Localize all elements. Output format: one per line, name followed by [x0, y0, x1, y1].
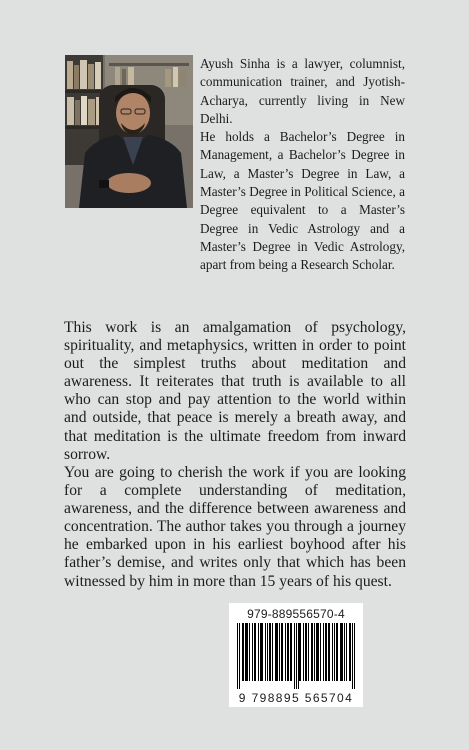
author-bio-degrees: He holds a Bachelor’s Degree in Management, a Bachelor’s Degree in Law, a Master’s Degree in Law, a Master’s Degree in Political Science, a Degree equivalent to a Master’s Degree in Vedic Astrology and a Master’s Degree in Vedic Astrology, apart from being a Research Scholar.: [200, 129, 405, 273]
barcode-bar: [267, 623, 268, 681]
barcode-bar: [316, 623, 317, 681]
barcode-bar: [336, 623, 337, 681]
isbn-barcode: [229, 603, 363, 707]
barcode-bar: [299, 623, 300, 681]
barcode-bar: [272, 623, 273, 681]
barcode-bar: [239, 623, 240, 689]
barcode-bar: [306, 623, 307, 681]
barcode-bar: [303, 623, 304, 681]
barcode-bar: [275, 623, 276, 681]
barcode-bar: [245, 623, 246, 681]
barcode-bar: [342, 623, 343, 681]
barcode-bar: [329, 623, 330, 681]
barcode-bar: [247, 623, 248, 681]
barcode-bar: [285, 623, 286, 681]
barcode-bar: [287, 623, 288, 681]
barcode-bar: [296, 623, 297, 689]
barcode-bar: [318, 623, 319, 681]
barcode-bar: [300, 623, 301, 681]
barcode-bar: [308, 623, 309, 681]
barcode-bar: [281, 623, 282, 681]
barcode-bar: [279, 623, 280, 681]
barcode-bar: [332, 623, 333, 681]
blurb-paragraph-1: This work is an amalgamation of psychology, spirituality, and metaphysics, written in order to point out the simplest truths about meditation and awareness. It reiterates that truth is available to all who can stop and pay attention to the world within and outside, that peace is merely a breath away, and that meditation is the ultimate freedom from inward sorrow.: [64, 319, 406, 463]
barcode-bar: [298, 623, 299, 689]
barcode-bar: [242, 623, 243, 681]
barcode-bar: [288, 623, 289, 681]
barcode-digits: 9 798895 565704: [238, 691, 354, 705]
barcode-bar: [346, 623, 347, 681]
barcode-bar: [323, 623, 324, 681]
barcode-bars: [235, 623, 357, 689]
barcode-bar: [291, 623, 292, 681]
barcode-bar: [350, 623, 351, 681]
barcode-bar: [254, 623, 255, 681]
barcode-bar: [317, 623, 318, 681]
barcode-bar: [282, 623, 283, 681]
barcode-bar: [276, 623, 277, 681]
author-photo: [65, 55, 193, 208]
barcode-bar: [328, 623, 329, 681]
barcode-bar: [311, 623, 312, 681]
barcode-bar: [294, 623, 295, 689]
barcode-bar: [349, 623, 350, 681]
barcode-bar: [334, 623, 335, 681]
barcode-bar: [314, 623, 315, 681]
isbn-label: 979-889556570-4: [247, 607, 345, 621]
barcode-bar: [312, 623, 313, 681]
barcode-bar: [237, 623, 238, 689]
barcode-bar: [344, 623, 345, 681]
barcode-bar: [354, 623, 355, 689]
barcode-bar: [243, 623, 244, 681]
barcode-bar: [337, 623, 338, 681]
barcode-bar: [341, 623, 342, 681]
barcode-bar: [320, 623, 321, 681]
barcode-bar: [252, 623, 253, 681]
barcode-bar: [249, 623, 250, 681]
blurb-paragraph-2: You are going to cherish the work if you are looking for a complete understanding of meditation, awareness, and the difference between awareness and concentration. The author takes you through a journey he embarked upon in his earliest boyhood after his father’s demise, and writes only that which has been witnessed by him in more than 15 years of his quest.: [64, 464, 406, 590]
barcode-bar: [269, 623, 270, 681]
barcode-bar: [326, 623, 327, 681]
barcode-bar: [340, 623, 341, 681]
barcode-bar: [270, 623, 271, 681]
author-bio: [200, 55, 405, 275]
barcode-bar: [255, 623, 256, 681]
barcode-bar: [258, 623, 259, 681]
barcode-bar: [261, 623, 262, 681]
barcode-bar: [262, 623, 263, 681]
barcode-bar: [277, 623, 278, 681]
barcode-bar: [325, 623, 326, 681]
barcode-bar: [265, 623, 266, 681]
barcode-bar: [305, 623, 306, 681]
barcode-bar: [246, 623, 247, 681]
barcode-bar: [290, 623, 291, 681]
barcode-bar: [352, 623, 353, 689]
barcode-bar: [260, 623, 261, 681]
author-bio-intro: Ayush Sinha is a lawyer, columnist, communication trainer, and Jyotish-Acharya, currently living in New Delhi.: [200, 56, 405, 126]
